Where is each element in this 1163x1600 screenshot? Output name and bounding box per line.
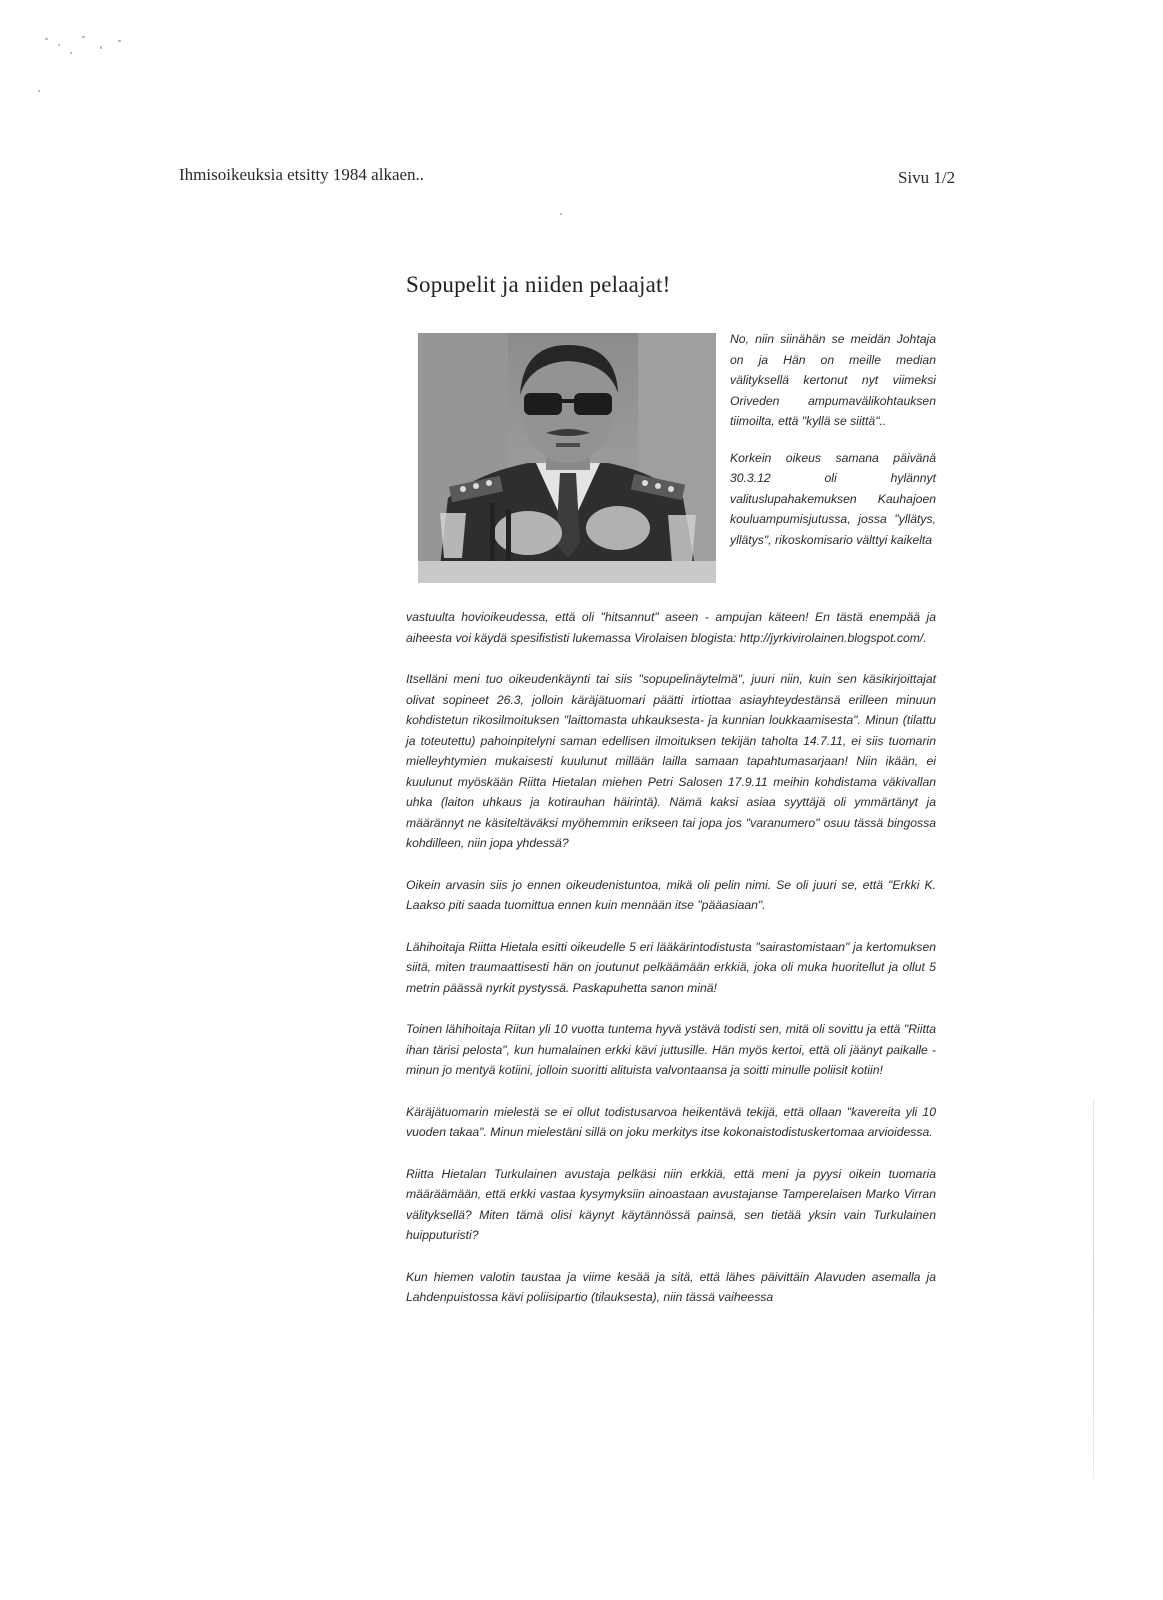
intro-paragraph: No, niin siinähän se meidän Johtaja on ja Hän on meille median välityksellä kertonut nyt viimeksi Oriveden ampumavälikohtauksen tiimoilta, että "kyllä se siittä".. xyxy=(730,332,936,428)
body-paragraph: Lähihoitaja Riitta Hietala esitti oikeudelle 5 eri lääkärintodistusta "sairastomistaan" ja kertomuksen siitä, miten traumaattisesti hän on joutunut pelkäämään erkkiä, joka oli muka huoritellut ja ollut 5 metrin päässä nyrkit pystyssä. Paskapuhetta sanon minä! xyxy=(406,939,936,995)
scan-speck xyxy=(70,52,72,54)
running-header: Ihmisoikeuksia etsitty 1984 alkaen.. xyxy=(179,165,425,184)
continuation-paragraph: vastuulta hovioikeudessa, että oli "hitsannut" aseen - ampujan käteen! En tästä enempää ja aiheesta voi käydä spesifististi lukemassa Virolaisen blogista: http://jyrkivirolainen.blogspot.com/. xyxy=(406,610,936,645)
body-paragraph: Oikein arvasin siis jo ennen oikeudenistuntoa, mikä oli pelin nimi. Se oli juuri se, että "Erkki K. Laakso piti saada tuomittua ennen kuin mennään itse "pääasiaan". xyxy=(406,877,936,912)
intro-column xyxy=(730,329,936,566)
scan-speck xyxy=(82,36,85,38)
scan-speck xyxy=(560,213,562,215)
scan-speck xyxy=(38,90,40,92)
scan-speck xyxy=(100,46,102,49)
body-paragraph: Itselläni meni tuo oikeudenkäynti tai siis "sopupelinäytelmä", juuri niin, kuin sen käsikirjoittajat olivat sopineet 26.3, jolloin käräjätuomari päätti irtiottaa asiayhteydestänsä erilleen minuun kohdistetun rikosilmoituksen "laittomasta uhkauksesta- ja kunnian loukkaamisesta". Minun (tilattu ja toteutettu) pahoinpitelyni saman edellisen ilmoituksen tekijän taholta 14.7.11, ei siis tuomarin mielleyhtymien mukaisesti kuulunut millään lailla samaan tapahtumasarjaan! Niin ikään, ei kuulunut myöskään Riitta Hietalan miehen Petri Salosen 17.9.11 meihin kohdistama väkivallan uhka (laiton uhkaus ja kotirauhan häirintä). Nämä kaksi asiaa syyttäjä oli ymmärtänyt ja määrännyt ne käsiteltäväksi myöhemmin erikseen tai jopa jos "varanumero" osuu tässä bingossa kohdilleen, niin jopa yhdessä? xyxy=(406,672,936,850)
intro-paragraph: Korkein oikeus samana päivänä 30.3.12 oli hylännyt valituslupahakemuksen Kauhajoen kouluampumisjutussa, jossa "yllätys, yllätys", rikoskomisario välttyi kaikelta xyxy=(730,450,936,547)
body-paragraph: Toinen lähihoitaja Riitan yli 10 vuotta tuntema hyvä ystävä todisti sen, mitä oli sovittu ja että "Riitta ihan tärisi pelosta", kun humalainen erkki kävi juttusille. Hän myös kertoi, että oli jäänyt paikalle - minun jo mentyä kotiini, jolloin suoritti alituista valvontaansa ja soitti minulle poliisit kotiin! xyxy=(406,1022,936,1077)
article-title: Sopupelit ja niiden pelaajat! xyxy=(406,272,671,297)
scan-speck xyxy=(58,44,60,46)
body-paragraph: Kun hiemen valotin taustaa ja viime kesää ja sitä, että lähes päivittäin Alavuden asemalla ja Lahdenpuistossa kävi poliisipartio (tilauksesta), niin tässä vaiheessa xyxy=(406,1269,936,1304)
scan-speck xyxy=(45,38,48,40)
body-paragraph: Riitta Hietalan Turkulainen avustaja pelkäsi niin erkkiä, että meni ja pyysi oikein tuomaria määräämään, että erkki vastaa kysymyksiin ainoastaan avustajanse Tamperelaisen Marko Virran välityksellä? Miten tämä olisi käynyt käytännössä painsä, sen tietää yksin vain Turkulainen huipputuristi? xyxy=(406,1166,936,1242)
article-body xyxy=(406,607,936,1329)
portrait-photo-illustration xyxy=(418,333,716,583)
portrait-photo xyxy=(418,333,716,583)
page-number: Sivu 1/2 xyxy=(898,168,956,187)
scan-speck xyxy=(118,40,121,42)
body-paragraph: Käräjätuomarin mielestä se ei ollut todistusarvoa heikentävä tekijä, että ollaan "kavereita yli 10 vuoden takaa". Minun mielestäni sillä on joku merkitys itse kokonaistodistuskertomaa arvioidessa. xyxy=(406,1104,936,1139)
scan-edge-line xyxy=(1093,1100,1094,1480)
